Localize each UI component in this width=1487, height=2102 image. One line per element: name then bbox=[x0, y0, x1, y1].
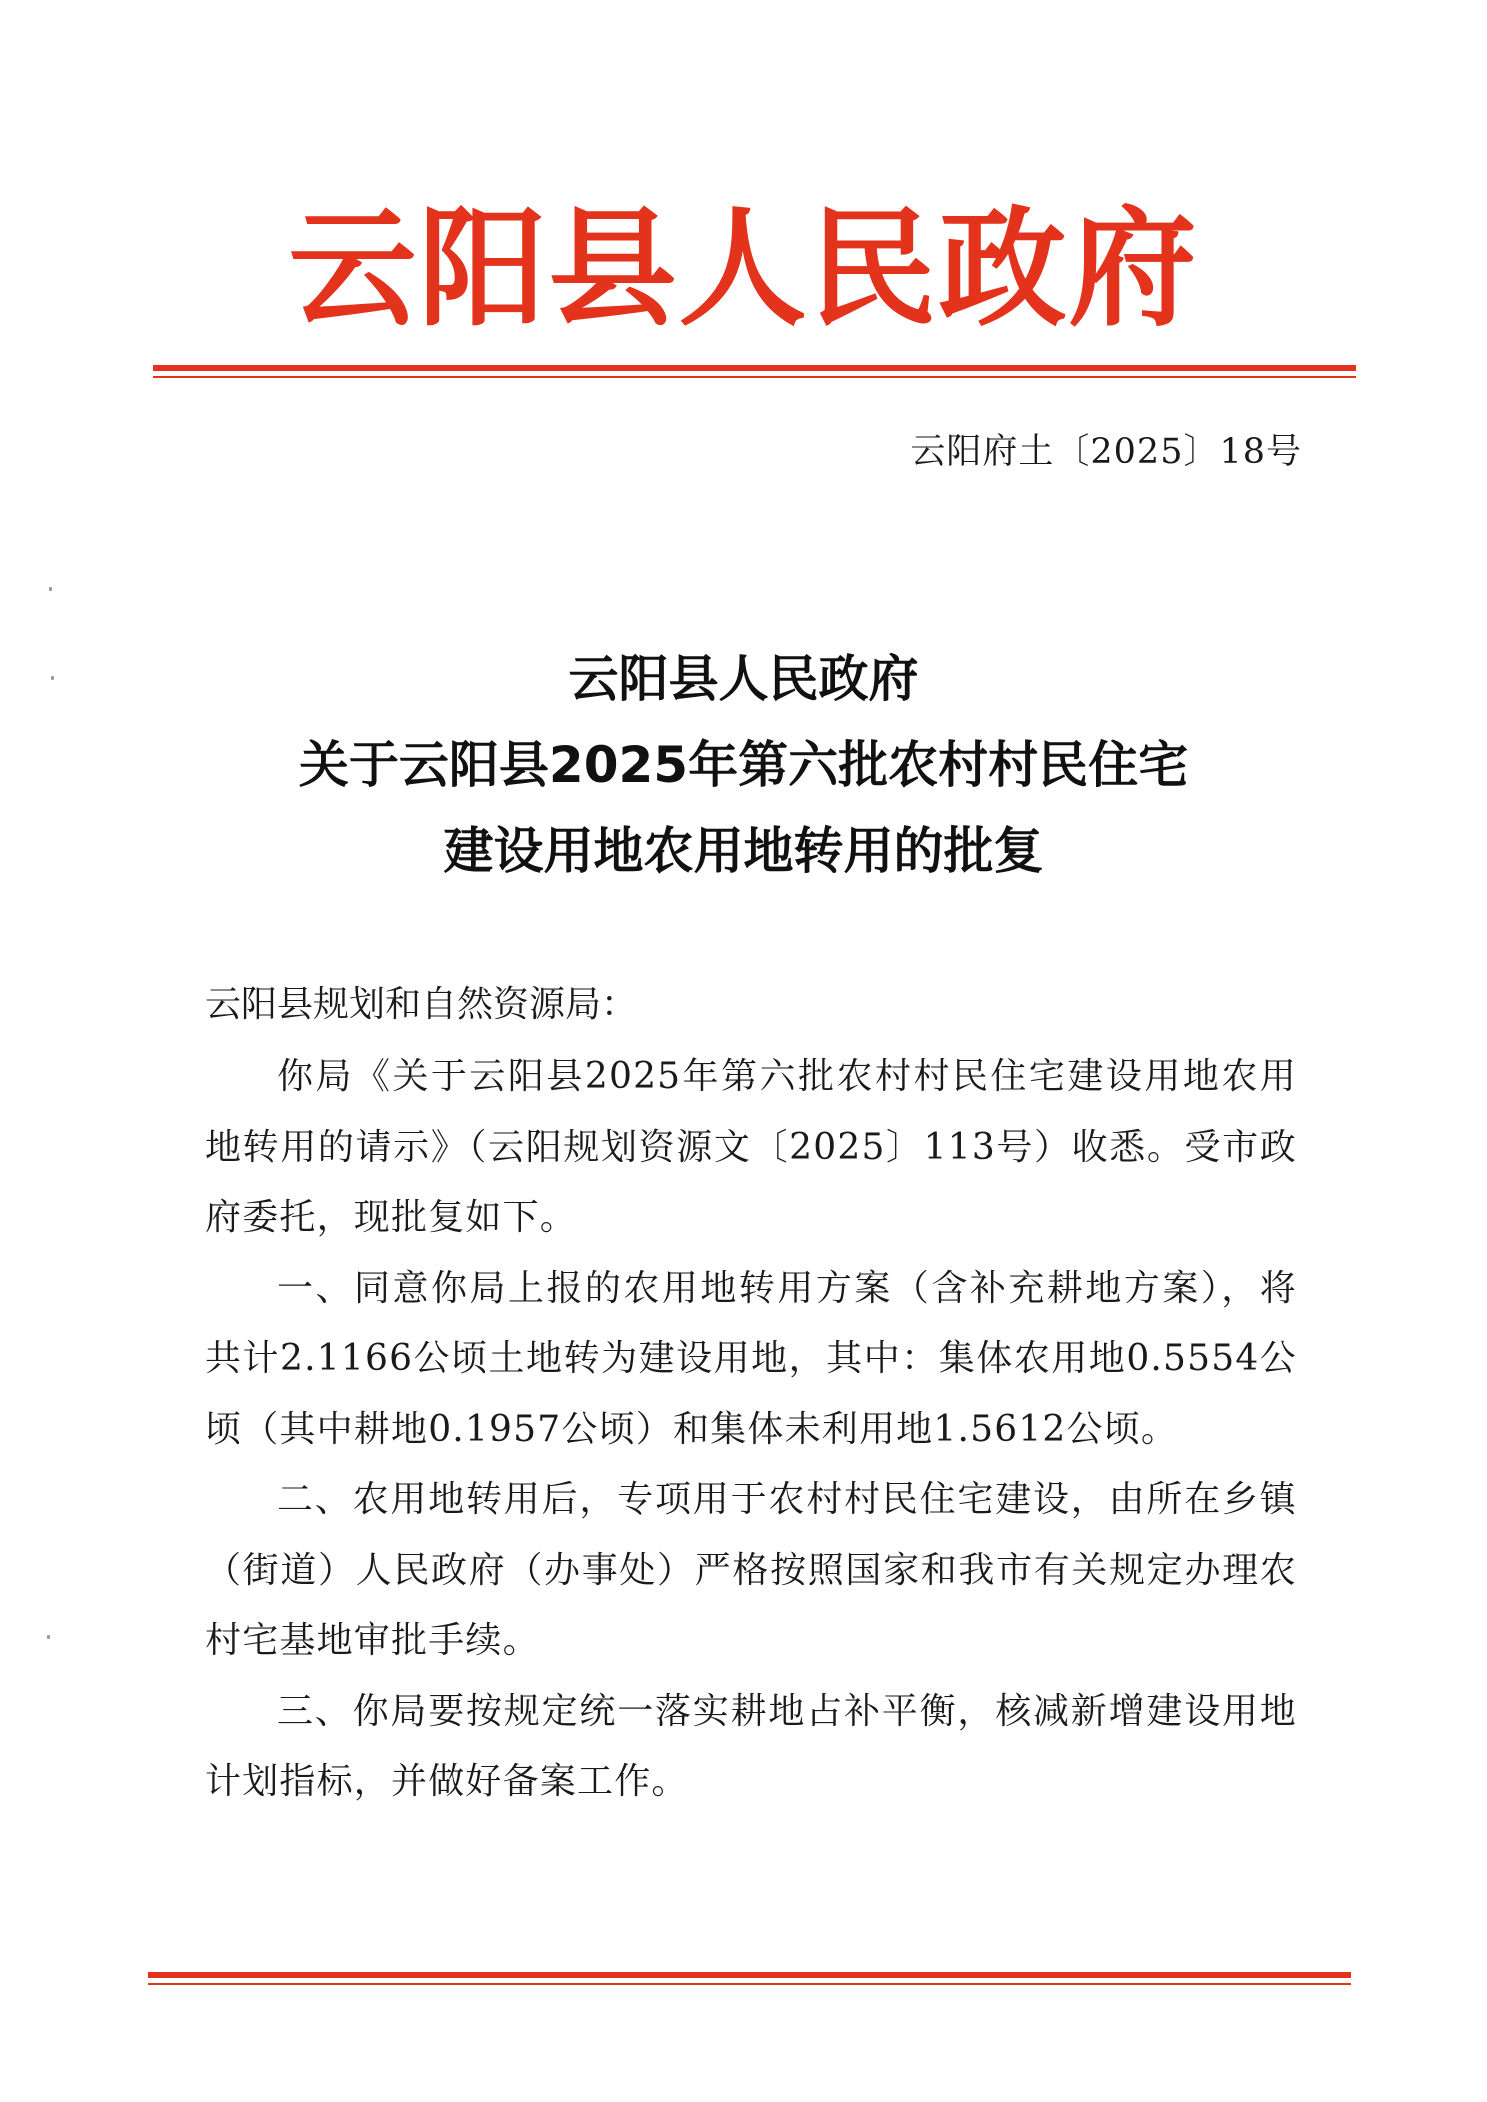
footer-red-rule-thin bbox=[148, 1983, 1351, 1985]
scan-speck bbox=[51, 676, 54, 680]
masthead-title: 云阳县人民政府 bbox=[288, 195, 1199, 344]
body-item-3: 三、你局要按规定统一落实耕地占补平衡，核减新增建设用地计划指标，并做好备案工作。 bbox=[205, 1690, 1297, 1802]
header-red-rule-thin bbox=[153, 376, 1356, 378]
header-red-rule-thick bbox=[153, 365, 1356, 371]
scan-speck bbox=[47, 1635, 50, 1639]
document-body bbox=[205, 1042, 1297, 1818]
document-title-line-3: 建设用地农用地转用的批复 bbox=[443, 822, 1044, 880]
document-title bbox=[0, 636, 1487, 894]
body-item-1: 一、同意你局上报的农用地转用方案（含补充耕地方案），将共计2.1166公顷土地转为建设用地，其中：集体农用地0.5554公顷（其中耕地0.1957公顷）和集体未利用地1.5612公顷。 bbox=[205, 1267, 1297, 1450]
body-intro-paragraph: 你局《关于云阳县2025年第六批农村村民住宅建设用地农用地转用的请示》（云阳规划资源文〔2025〕113号）收悉。受市政府委托，现批复如下。 bbox=[205, 1056, 1297, 1238]
document-title-line-2: 关于云阳县2025年第六批农村村民住宅 bbox=[298, 736, 1189, 794]
document-number: 云阳府土〔2025〕18号 bbox=[910, 432, 1302, 472]
scan-speck bbox=[49, 587, 52, 591]
body-item-2: 二、农用地转用后，专项用于农村村民住宅建设，由所在乡镇（街道）人民政府（办事处）严格按照国家和我市有关规定办理农村宅基地审批手续。 bbox=[205, 1479, 1297, 1661]
footer-red-rule-thick bbox=[148, 1972, 1351, 1978]
document-title-line-1: 云阳县人民政府 bbox=[568, 650, 919, 708]
addressee: 云阳县规划和自然资源局： bbox=[205, 984, 638, 1025]
